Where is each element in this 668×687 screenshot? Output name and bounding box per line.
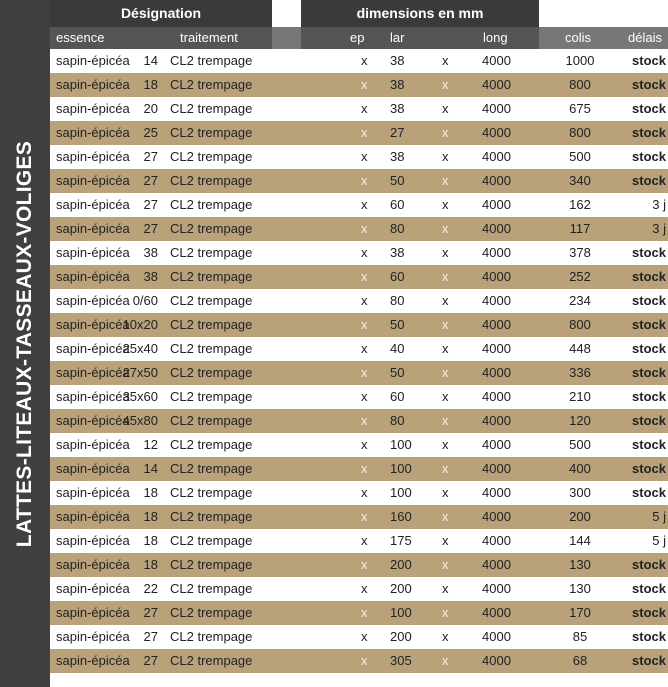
table-row <box>50 433 668 457</box>
cell-long: 4000 <box>482 245 511 260</box>
cell-traitement: CL2 trempage <box>170 293 253 308</box>
cell-lar: 100 <box>390 461 412 476</box>
cell-x: x <box>361 125 368 140</box>
header-designation: Désignation <box>50 0 272 27</box>
cell-ep: 14 <box>143 461 158 476</box>
cell-delai: stock <box>632 293 666 308</box>
cell-delai: stock <box>632 341 666 356</box>
cell-delai: 5 j <box>652 533 666 548</box>
table-row <box>50 625 668 649</box>
table-row <box>50 385 668 409</box>
cell-lar: 80 <box>390 221 405 236</box>
cell-long: 4000 <box>482 533 511 548</box>
cell-ep: 12 <box>143 437 158 452</box>
cell-ep: 38 <box>143 269 158 284</box>
cell-colis: 400 <box>569 461 591 476</box>
cell-lar: 38 <box>390 245 405 260</box>
cell-traitement: CL2 trempage <box>170 485 253 500</box>
cell-x: x <box>361 77 368 92</box>
cell-delai: stock <box>632 653 666 668</box>
cell-essence: sapin-épicéa <box>56 101 130 116</box>
cell-traitement: CL2 trempage <box>170 605 253 620</box>
cell-delai: stock <box>632 53 666 68</box>
cell-essence: sapin-épicéa <box>56 77 130 92</box>
cell-traitement: CL2 trempage <box>170 197 253 212</box>
cell-essence: sapin-épicéa <box>56 461 130 476</box>
cell-x-separator: x <box>442 125 449 140</box>
cell-ep: 38 <box>143 245 158 260</box>
cell-x-separator: x <box>442 53 449 68</box>
cell-delai: stock <box>632 461 666 476</box>
cell-colis: 162 <box>569 197 591 212</box>
cell-long: 4000 <box>482 101 511 116</box>
cell-ep: 18 <box>143 77 158 92</box>
header-dimensions: dimensions en mm <box>301 0 539 27</box>
cell-x: x <box>361 53 368 68</box>
cell-delai: stock <box>632 605 666 620</box>
cell-lar: 200 <box>390 581 412 596</box>
cell-delai: stock <box>632 269 666 284</box>
sidebar-band <box>0 0 50 687</box>
cell-lar: 305 <box>390 653 412 668</box>
cell-x-separator: x <box>442 293 449 308</box>
header-colis: colis <box>565 30 592 45</box>
cell-ep: 45x80 <box>122 413 158 428</box>
cell-x: x <box>361 413 368 428</box>
cell-long: 4000 <box>482 269 511 284</box>
cell-delai: stock <box>632 149 666 164</box>
cell-long: 4000 <box>482 149 511 164</box>
cell-x-separator: x <box>442 509 449 524</box>
cell-traitement: CL2 trempage <box>170 53 253 68</box>
cell-x: x <box>361 293 368 308</box>
table-row <box>50 49 668 73</box>
cell-x: x <box>361 197 368 212</box>
cell-colis: 120 <box>569 413 591 428</box>
cell-ep: 27x50 <box>122 365 158 380</box>
cell-ep: 18 <box>143 533 158 548</box>
cell-ep: 14 <box>143 53 158 68</box>
cell-essence: sapin-épicéa <box>56 317 130 332</box>
cell-traitement: CL2 trempage <box>170 365 253 380</box>
cell-delai: stock <box>632 413 666 428</box>
cell-traitement: CL2 trempage <box>170 245 253 260</box>
cell-colis: 300 <box>569 485 591 500</box>
cell-ep: 35x60 <box>122 389 158 404</box>
cell-essence: sapin-épicéa <box>56 653 130 668</box>
cell-colis: 800 <box>569 125 591 140</box>
cell-ep: 27 <box>143 605 158 620</box>
table-row <box>50 649 668 673</box>
cell-delai: stock <box>632 581 666 596</box>
cell-lar: 200 <box>390 629 412 644</box>
cell-colis: 340 <box>569 173 591 188</box>
cell-essence: sapin-épicéa <box>56 53 130 68</box>
cell-colis: 1000 <box>565 53 595 68</box>
cell-colis: 234 <box>569 293 591 308</box>
cell-ep: 27 <box>143 221 158 236</box>
cell-long: 4000 <box>482 605 511 620</box>
cell-x-separator: x <box>442 629 449 644</box>
cell-lar: 100 <box>390 605 412 620</box>
cell-lar: 38 <box>390 77 405 92</box>
cell-long: 4000 <box>482 365 511 380</box>
cell-lar: 100 <box>390 485 412 500</box>
table-row <box>50 409 668 433</box>
table-row <box>50 361 668 385</box>
cell-x: x <box>361 389 368 404</box>
table-row <box>50 217 668 241</box>
cell-colis: 130 <box>569 581 591 596</box>
cell-traitement: CL2 trempage <box>170 653 253 668</box>
cell-x-separator: x <box>442 365 449 380</box>
cell-lar: 60 <box>390 197 405 212</box>
cell-x: x <box>361 461 368 476</box>
cell-long: 4000 <box>482 509 511 524</box>
cell-colis: 252 <box>569 269 591 284</box>
cell-x-separator: x <box>442 173 449 188</box>
cell-x-separator: x <box>442 221 449 236</box>
cell-lar: 50 <box>390 173 405 188</box>
cell-colis: 68 <box>572 653 588 668</box>
cell-lar: 160 <box>390 509 412 524</box>
cell-x: x <box>361 437 368 452</box>
cell-ep: 18 <box>143 485 158 500</box>
cell-delai: 5 j <box>652 509 666 524</box>
cell-long: 4000 <box>482 221 511 236</box>
cell-essence: sapin-épicéa <box>56 341 130 356</box>
cell-x: x <box>361 653 368 668</box>
cell-colis: 117 <box>569 221 591 236</box>
cell-delai: stock <box>632 629 666 644</box>
cell-x-separator: x <box>442 389 449 404</box>
cell-x: x <box>361 485 368 500</box>
cell-x-separator: x <box>442 317 449 332</box>
table-row <box>50 145 668 169</box>
cell-x: x <box>361 509 368 524</box>
cell-ep: 18 <box>143 557 158 572</box>
cell-colis: 85 <box>572 629 588 644</box>
table-row <box>50 169 668 193</box>
cell-essence: sapin-épicéa <box>56 533 130 548</box>
cell-colis: 170 <box>569 605 591 620</box>
cell-ep: 27 <box>143 149 158 164</box>
cell-delai: stock <box>632 101 666 116</box>
cell-lar: 60 <box>390 389 405 404</box>
cell-colis: 130 <box>569 557 591 572</box>
cell-colis: 378 <box>569 245 591 260</box>
cell-traitement: CL2 trempage <box>170 221 253 236</box>
cell-x-separator: x <box>442 341 449 356</box>
cell-long: 4000 <box>482 341 511 356</box>
cell-x-separator: x <box>442 197 449 212</box>
cell-essence: sapin-épicéa <box>56 173 130 188</box>
cell-essence: sapin-épicéa <box>56 365 130 380</box>
cell-long: 4000 <box>482 629 511 644</box>
cell-x-separator: x <box>442 533 449 548</box>
header-delais: délais <box>628 30 662 45</box>
cell-long: 4000 <box>482 77 511 92</box>
table-row <box>50 289 668 313</box>
cell-x-separator: x <box>442 245 449 260</box>
cell-ep: 18 <box>143 509 158 524</box>
cell-essence: sapin-épicéa <box>56 605 130 620</box>
cell-traitement: CL2 trempage <box>170 509 253 524</box>
table-row <box>50 313 668 337</box>
cell-long: 4000 <box>482 437 511 452</box>
cell-traitement: CL2 trempage <box>170 389 253 404</box>
cell-x: x <box>361 317 368 332</box>
cell-essence: sapin-épicéa <box>56 581 130 596</box>
cell-essence: sapin-épicéa <box>56 629 130 644</box>
table-row <box>50 97 668 121</box>
header-traitement: traitement <box>180 30 238 45</box>
table-row <box>50 481 668 505</box>
cell-x-separator: x <box>442 653 449 668</box>
cell-x-separator: x <box>442 605 449 620</box>
cell-delai: stock <box>632 245 666 260</box>
cell-x-separator: x <box>442 149 449 164</box>
cell-essence: sapin-épicéa <box>56 389 130 404</box>
cell-colis: 500 <box>569 149 591 164</box>
cell-delai: stock <box>632 125 666 140</box>
cell-traitement: CL2 trempage <box>170 533 253 548</box>
cell-essence: sapin-épicéa <box>56 149 130 164</box>
table-row <box>50 601 668 625</box>
cell-delai: stock <box>632 173 666 188</box>
cell-ep: 27 <box>143 653 158 668</box>
cell-colis: 200 <box>569 509 591 524</box>
cell-long: 4000 <box>482 653 511 668</box>
cell-traitement: CL2 trempage <box>170 149 253 164</box>
cell-delai: stock <box>632 485 666 500</box>
cell-essence: sapin-épicéa <box>56 437 130 452</box>
table-row <box>50 241 668 265</box>
cell-ep: 20 <box>143 101 158 116</box>
table-row <box>50 265 668 289</box>
cell-traitement: CL2 trempage <box>170 101 253 116</box>
cell-long: 4000 <box>482 317 511 332</box>
cell-traitement: CL2 trempage <box>170 173 253 188</box>
cell-delai: 3 j <box>652 197 666 212</box>
cell-ep: 27 <box>143 173 158 188</box>
cell-lar: 200 <box>390 557 412 572</box>
cell-x-separator: x <box>442 581 449 596</box>
table-row <box>50 457 668 481</box>
cell-traitement: CL2 trempage <box>170 461 253 476</box>
cell-delai: stock <box>632 365 666 380</box>
cell-delai: 3 j <box>652 221 666 236</box>
cell-lar: 175 <box>390 533 412 548</box>
cell-long: 4000 <box>482 197 511 212</box>
cell-traitement: CL2 trempage <box>170 341 253 356</box>
cell-ep: 10x20 <box>122 317 158 332</box>
cell-delai: stock <box>632 317 666 332</box>
cell-x: x <box>361 581 368 596</box>
cell-delai: stock <box>632 557 666 572</box>
cell-x-separator: x <box>442 437 449 452</box>
cell-lar: 38 <box>390 53 405 68</box>
cell-long: 4000 <box>482 557 511 572</box>
cell-lar: 80 <box>390 413 405 428</box>
cell-x-separator: x <box>442 485 449 500</box>
cell-lar: 50 <box>390 317 405 332</box>
cell-long: 4000 <box>482 413 511 428</box>
cell-x: x <box>361 629 368 644</box>
cell-lar: 40 <box>390 341 405 356</box>
cell-essence: sapin-épicéa <box>56 485 130 500</box>
cell-essence: sapin-épicéa <box>56 269 130 284</box>
cell-ep: 25x40 <box>122 341 158 356</box>
table-row <box>50 193 668 217</box>
cell-traitement: CL2 trempage <box>170 317 253 332</box>
cell-ep: 27 <box>143 197 158 212</box>
cell-traitement: CL2 trempage <box>170 437 253 452</box>
cell-long: 4000 <box>482 53 511 68</box>
cell-x: x <box>361 173 368 188</box>
cell-ep: 22 <box>143 581 158 596</box>
cell-traitement: CL2 trempage <box>170 629 253 644</box>
header-long: long <box>483 30 508 45</box>
cell-x: x <box>361 245 368 260</box>
cell-x-separator: x <box>442 413 449 428</box>
table-row <box>50 553 668 577</box>
cell-colis: 144 <box>569 533 591 548</box>
table-row <box>50 337 668 361</box>
cell-long: 4000 <box>482 389 511 404</box>
cell-lar: 60 <box>390 269 405 284</box>
cell-x: x <box>361 221 368 236</box>
cell-long: 4000 <box>482 485 511 500</box>
cell-long: 4000 <box>482 581 511 596</box>
cell-lar: 50 <box>390 365 405 380</box>
cell-x: x <box>361 605 368 620</box>
cell-essence: sapin-épicéa <box>56 245 130 260</box>
cell-delai: stock <box>632 389 666 404</box>
cell-lar: 27 <box>390 125 405 140</box>
table-row <box>50 577 668 601</box>
cell-essence: sapin-épicéa <box>56 221 130 236</box>
table-row <box>50 121 668 145</box>
cell-x-separator: x <box>442 269 449 284</box>
table-row <box>50 73 668 97</box>
cell-essence: sapin-épicéa <box>56 557 130 572</box>
cell-essence: sapin-épicéa <box>56 293 130 308</box>
cell-ep: 27 <box>143 629 158 644</box>
cell-lar: 38 <box>390 149 405 164</box>
cell-x: x <box>361 101 368 116</box>
cell-traitement: CL2 trempage <box>170 125 253 140</box>
cell-delai: stock <box>632 437 666 452</box>
cell-x-separator: x <box>442 461 449 476</box>
cell-colis: 210 <box>569 389 591 404</box>
cell-traitement: CL2 trempage <box>170 269 253 284</box>
cell-colis: 500 <box>569 437 591 452</box>
cell-long: 4000 <box>482 173 511 188</box>
cell-traitement: CL2 trempage <box>170 413 253 428</box>
cell-x-separator: x <box>442 557 449 572</box>
cell-x: x <box>361 341 368 356</box>
cell-x-separator: x <box>442 101 449 116</box>
cell-ep: 25 <box>143 125 158 140</box>
cell-traitement: CL2 trempage <box>170 581 253 596</box>
cell-x: x <box>361 365 368 380</box>
cell-colis: 800 <box>569 77 591 92</box>
cell-x: x <box>361 557 368 572</box>
cell-traitement: CL2 trempage <box>170 77 253 92</box>
cell-lar: 100 <box>390 437 412 452</box>
cell-essence: sapin-épicéa <box>56 125 130 140</box>
cell-colis: 336 <box>569 365 591 380</box>
cell-x-separator: x <box>442 77 449 92</box>
cell-essence: sapin-épicéa <box>56 197 130 212</box>
cell-x: x <box>361 269 368 284</box>
header-ep: ep <box>350 30 365 45</box>
cell-long: 4000 <box>482 461 511 476</box>
sidebar-title: LATTES-LITEAUX-TASSEAUX-VOLIGES <box>13 140 36 548</box>
header-spacer <box>272 27 301 49</box>
table-row <box>50 505 668 529</box>
cell-long: 4000 <box>482 125 511 140</box>
cell-delai: stock <box>632 77 666 92</box>
cell-lar: 80 <box>390 293 405 308</box>
cell-essence: sapin-épicéa <box>56 509 130 524</box>
cell-colis: 448 <box>569 341 591 356</box>
cell-colis: 675 <box>569 101 591 116</box>
cell-ep: 0/60 <box>132 293 158 308</box>
cell-long: 4000 <box>482 293 511 308</box>
header-essence: essence <box>56 30 105 45</box>
cell-x: x <box>361 533 368 548</box>
cell-colis: 800 <box>569 317 591 332</box>
header-lar: lar <box>390 30 405 45</box>
cell-essence: sapin-épicéa <box>56 413 130 428</box>
cell-x: x <box>361 149 368 164</box>
table-row <box>50 529 668 553</box>
cell-traitement: CL2 trempage <box>170 557 253 572</box>
cell-lar: 38 <box>390 101 405 116</box>
